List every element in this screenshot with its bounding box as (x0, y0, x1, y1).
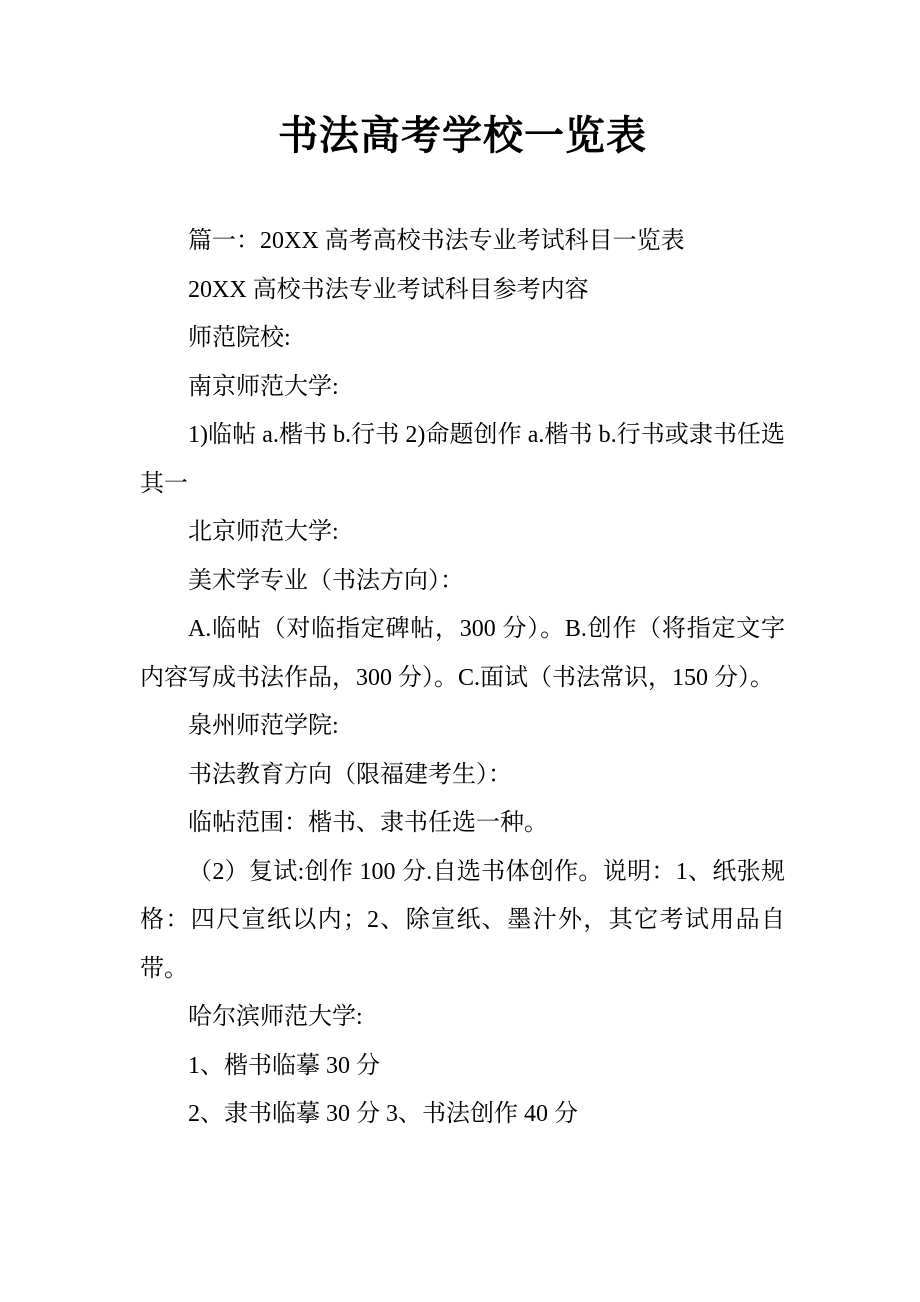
paragraph: 2、隶书临摹 30 分 3、书法创作 40 分 (188, 1101, 578, 1127)
paragraph: A.临帖（对临指定碑帖，300 分）。B.创作（将指定文字内容写成书法作品，300 分）。C.面试（书法常识，150 分）。 (140, 616, 785, 691)
paragraph: 哈尔滨师范大学: (188, 1004, 363, 1030)
paragraph: 书法教育方向（限福建考生）： (188, 761, 512, 788)
paragraph: 师范院校: (188, 325, 291, 351)
paragraph: 南京师范大学: (188, 373, 339, 400)
document-title: 书法高考学校一览表 (278, 114, 647, 158)
paragraph: 20XX 高校书法专业考试科目参考内容 (188, 276, 589, 303)
paragraph: 1、楷书临摹 30 分 (188, 1052, 380, 1079)
paragraph: 美术学专业（书法方向）： (188, 567, 464, 594)
document-body (140, 217, 785, 1139)
paragraph: 临帖范围：楷书、隶书任选一种。 (188, 810, 548, 836)
paragraph: 北京师范大学: (188, 519, 339, 545)
paragraph: （2）复试:创作 100 分.自选书体创作。说明：1、纸张规格：四尺宣纸以内；2、除宣纸、墨汁外，其它考试用品自带。 (140, 858, 785, 982)
paragraph: 泉州师范学院: (188, 713, 339, 739)
paragraph: 篇一：20XX 高考高校书法专业考试科目一览表 (188, 228, 685, 254)
paragraph: 1)临帖 a.楷书 b.行书 2)命题创作 a.楷书 b.行书或隶书任选其一 (140, 422, 785, 497)
